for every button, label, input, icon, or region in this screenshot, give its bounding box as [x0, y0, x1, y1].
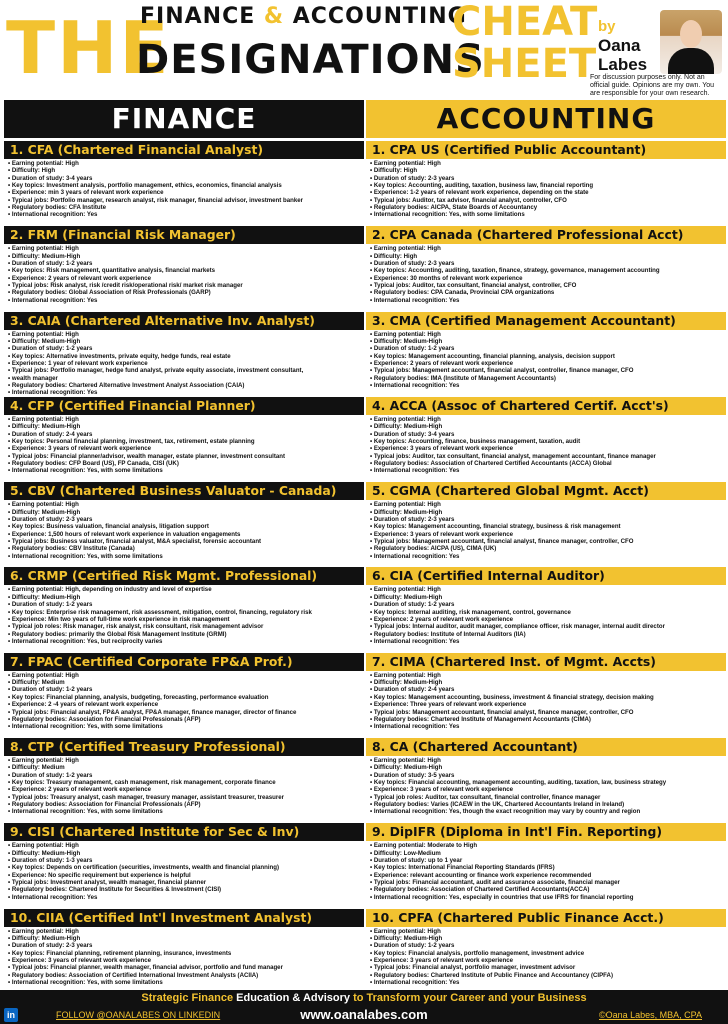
designation-details — [4, 756, 364, 816]
accounting-heading — [366, 100, 726, 138]
designation-details — [4, 244, 364, 304]
detail-bullet: • Duration of study: 2-3 years — [370, 175, 724, 182]
detail-bullet: • Regulatory bodies: Association of Chartered Certified Accountants(ACCA) — [370, 886, 724, 893]
detail-bullet: • Difficulty: Medium-High — [8, 850, 362, 857]
detail-bullet: • International recognition: Yes, with some limitations — [8, 808, 362, 815]
detail-bullet: • Duration of study: 2-3 years — [8, 516, 362, 523]
detail-bullet: • Duration of study: 1-2 years — [370, 942, 724, 949]
detail-bullet: • International recognition: Yes — [370, 382, 724, 389]
detail-bullet: • Typical jobs: Management accountant, financial analyst, controller, finance manager, CFO — [370, 367, 724, 374]
detail-bullet: • Regulatory bodies: CFA Institute — [8, 204, 362, 211]
detail-bullet: • Typical jobs: Financial analyst, FP&A analyst, FP&A manager, finance manager, director of finance — [8, 709, 362, 716]
detail-bullet: • Key topics: Financial accounting, management accounting, auditing, taxation, law, business strategy — [370, 779, 724, 786]
designation-title: 9. CISI (Chartered Institute for Sec & Inv) — [4, 823, 364, 841]
detail-bullet: • Typical jobs: Risk analyst, risk /credit risk/operational risk/ market risk manager — [8, 282, 362, 289]
designation-title: 6. CIA (Certified Internal Auditor) — [366, 567, 726, 585]
detail-bullet: • International recognition: Yes — [8, 297, 362, 304]
detail-bullet: • Duration of study: 1-3 years — [8, 857, 362, 864]
accounting-designation-4 — [366, 397, 726, 482]
designation-details — [4, 500, 364, 560]
detail-bullet: • Regulatory bodies: primarily the Global Risk Management Institute (GRMI) — [8, 631, 362, 638]
detail-bullet: • Typical job roles: Auditor, tax consultant, financial controller, finance manager — [370, 794, 724, 801]
detail-bullet: • Typical jobs: Management accountant, financial analyst, finance manager, controller, CFO — [370, 538, 724, 545]
title-finance: FINANCE — [140, 4, 264, 29]
detail-bullet: • Regulatory bodies: Association for Financial Professionals (AFP) — [8, 801, 362, 808]
detail-bullet: • Regulatory bodies: AICPA, State Boards of Accountancy — [370, 204, 724, 211]
detail-bullet: • Typical jobs: Portfolio manager, hedge fund analyst, private equity associate, investment consultant, — [8, 367, 362, 374]
detail-bullet: • Difficulty: Medium-High — [8, 509, 362, 516]
title-designations: DESIGNATIONS — [136, 37, 485, 83]
designation-details — [366, 585, 726, 645]
detail-bullet: • Key topics: Business valuation, financial analysis, litigation support — [8, 523, 362, 530]
header — [0, 0, 728, 96]
detail-bullet: • Earning potential: High — [370, 331, 724, 338]
detail-bullet: • Duration of study: 1-2 years — [370, 345, 724, 352]
detail-bullet: • Difficulty: High — [370, 253, 724, 260]
detail-bullet: • Regulatory bodies: CBV Institute (Canada) — [8, 545, 362, 552]
designation-title: 10. CPFA (Chartered Public Finance Acct.) — [366, 909, 726, 927]
detail-bullet: • International recognition: Yes — [8, 894, 362, 901]
tagline-part-2: Education & Advisory — [236, 992, 351, 1004]
finance-designation-3 — [4, 312, 364, 397]
designation-details — [366, 927, 726, 987]
detail-bullet: • International recognition: Yes, with some limitations — [8, 979, 362, 986]
detail-bullet: • Regulatory bodies: Association for Financial Professionals (AFP) — [8, 716, 362, 723]
detail-bullet: • Regulatory bodies: Association of Chartered Certified Accountants (ACCA) Global — [370, 460, 724, 467]
detail-bullet: • Earning potential: High — [8, 842, 362, 849]
detail-bullet: • Experience: 2 years of relevant work experience — [370, 616, 724, 623]
detail-bullet: • Key topics: Accounting, auditing, taxation, finance, strategy, governance, management accounting — [370, 267, 724, 274]
detail-bullet: • Duration of study: up to 1 year — [370, 857, 724, 864]
accounting-designation-2 — [366, 226, 726, 311]
designation-title: 7. CIMA (Chartered Inst. of Mgmt. Accts) — [366, 653, 726, 671]
detail-bullet: • Experience: 1 year of relevant work experience — [8, 360, 362, 367]
author-avatar — [660, 10, 722, 74]
accounting-designation-9 — [366, 823, 726, 908]
detail-bullet: • International recognition: Yes — [370, 638, 724, 645]
detail-bullet: • International recognition: Yes — [370, 467, 724, 474]
detail-bullet: • Regulatory bodies: Institute of Internal Auditors (IIA) — [370, 631, 724, 638]
detail-bullet: • Experience: 1-2 years of relevant work experience, depending on the state — [370, 189, 724, 196]
finance-designation-6 — [4, 567, 364, 652]
detail-bullet: • Difficulty: Medium — [8, 764, 362, 771]
title-accounting: ACCOUNTING — [284, 4, 467, 29]
detail-bullet: • Duration of study: 2-3 years — [370, 260, 724, 267]
detail-bullet: • Earning potential: Moderate to High — [370, 842, 724, 849]
detail-bullet: • Difficulty: Medium-High — [370, 594, 724, 601]
detail-bullet: • Duration of study: 1-2 years — [370, 601, 724, 608]
detail-bullet: • International recognition: Yes — [8, 211, 362, 218]
accounting-designation-8 — [366, 738, 726, 823]
tagline — [0, 990, 728, 1006]
title-sheet: SHEET — [452, 41, 597, 87]
detail-bullet: • Typical jobs: Management accountant, financial analyst, finance manager, controller, CFO — [370, 709, 724, 716]
detail-bullet: • International recognition: Yes, though the exact recognition may vary by country and region — [370, 808, 724, 815]
title-finance-accounting — [140, 4, 467, 29]
detail-bullet: • Earning potential: High — [8, 331, 362, 338]
detail-bullet: • Key topics: Personal financial planning, investment, tax, retirement, estate planning — [8, 438, 362, 445]
detail-bullet: • Key topics: Alternative investments, private equity, hedge funds, real estate — [8, 353, 362, 360]
accounting-designation-10 — [366, 909, 726, 994]
finance-heading-text: FINANCE — [111, 102, 257, 135]
detail-bullet: • Earning potential: High — [370, 416, 724, 423]
detail-bullet: • Difficulty: Medium-High — [8, 594, 362, 601]
designation-title: 8. CA (Chartered Accountant) — [366, 738, 726, 756]
detail-bullet: • Typical jobs: Portfolio manager, research analyst, risk manager, financial advisor, investment banker — [8, 197, 362, 204]
detail-bullet: • Regulatory bodies: Global Association of Risk Professionals (GARP) — [8, 289, 362, 296]
disclaimer: For discussion purposes only. Not an official guide. Opinions are my own. You are responsible for your own research. — [590, 74, 715, 97]
designation-details — [4, 330, 364, 397]
detail-bullet: • Difficulty: Medium-High — [8, 253, 362, 260]
designation-title: 5. CGMA (Chartered Global Mgmt. Acct) — [366, 482, 726, 500]
detail-bullet: • Earning potential: High — [8, 757, 362, 764]
detail-bullet: • Earning potential: High — [370, 160, 724, 167]
detail-bullet: • Experience: 3 years of relevant work experience — [370, 445, 724, 452]
detail-bullet: • Typical jobs: Treasury analyst, cash manager, treasury manager, assistant treasurer, treasurer — [8, 794, 362, 801]
detail-bullet: • Experience: Min two years of full-time work experience in risk management — [8, 616, 362, 623]
detail-bullet: • Difficulty: High — [370, 167, 724, 174]
detail-bullet: • Regulatory bodies: Chartered Alternative Investment Analyst Association (CAIA) — [8, 382, 362, 389]
detail-bullet: • Earning potential: High — [8, 245, 362, 252]
detail-bullet: • Regulatory bodies: Chartered Institute of Management Accountants (CIMA) — [370, 716, 724, 723]
detail-bullet: • Typical jobs: Financial planner, wealth manager, financial advisor, portfolio and fund manager — [8, 964, 362, 971]
designation-details — [4, 415, 364, 475]
title-cheat: CHEAT — [452, 0, 598, 45]
detail-bullet: • Experience: 2 years of relevant work experience — [8, 786, 362, 793]
tagline-part-1: Strategic Finance — [141, 992, 237, 1004]
detail-bullet: • Earning potential: High, depending on industry and level of expertise — [8, 586, 362, 593]
detail-bullet: • Earning potential: High — [8, 928, 362, 935]
follow-linkedin-link[interactable]: FOLLOW @OANALABES ON LINKEDIN — [56, 1010, 221, 1020]
detail-bullet: • wealth manager — [8, 375, 362, 382]
detail-bullet: • Key topics: Internal auditing, risk management, control, governance — [370, 609, 724, 616]
detail-bullet: • International recognition: Yes — [370, 297, 724, 304]
designation-details — [366, 671, 726, 731]
designation-details — [366, 330, 726, 390]
detail-bullet: • Difficulty: Medium-High — [370, 423, 724, 430]
detail-bullet: • Difficulty: Medium-High — [8, 338, 362, 345]
designation-title: 1. CFA (Chartered Financial Analyst) — [4, 141, 364, 159]
designation-title: 6. CRMP (Certified Risk Mgmt. Professional) — [4, 567, 364, 585]
detail-bullet: • Typical jobs: Auditor, tax consultant, financial analyst, management accountant, finance manager — [370, 453, 724, 460]
detail-bullet: • Experience: 30 months of relevant work experience — [370, 275, 724, 282]
designation-details — [366, 415, 726, 475]
detail-bullet: • Experience: 1,500 hours of relevant work experience in valuation engagements — [8, 531, 362, 538]
detail-bullet: • Earning potential: High — [8, 672, 362, 679]
designation-title: 4. CFP (Certified Financial Planner) — [4, 397, 364, 415]
designation-title: 2. FRM (Financial Risk Manager) — [4, 226, 364, 244]
designation-title: 3. CMA (Certified Management Accountant) — [366, 312, 726, 330]
finance-designation-7 — [4, 653, 364, 738]
detail-bullet: • Earning potential: High — [370, 928, 724, 935]
detail-bullet: • Experience: 2 -4 years of relevant work experience — [8, 701, 362, 708]
detail-bullet: • Earning potential: High — [8, 416, 362, 423]
designation-title: 8. CTP (Certified Treasury Professional) — [4, 738, 364, 756]
detail-bullet: • Difficulty: Medium-High — [370, 509, 724, 516]
finance-designation-1 — [4, 141, 364, 226]
author-name: Oana Labes — [598, 36, 648, 74]
detail-bullet: • Typical jobs: Financial planner/advisor, wealth manager, estate planner, investment consultant — [8, 453, 362, 460]
designation-details — [4, 841, 364, 901]
detail-bullet: • Experience: 3 years of relevant work experience — [8, 445, 362, 452]
detail-bullet: • Key topics: Accounting, auditing, taxation, business law, financial reporting — [370, 182, 724, 189]
detail-bullet: • Key topics: Management accounting, business, investment & financial strategy, decision making — [370, 694, 724, 701]
designation-title: 5. CBV (Chartered Business Valuator - Canada) — [4, 482, 364, 500]
detail-bullet: • Duration of study: 3-5 years — [370, 772, 724, 779]
detail-bullet: • Key topics: Management accounting, financial strategy, business & risk management — [370, 523, 724, 530]
detail-bullet: • Regulatory bodies: CPA Canada, Provincial CPA organizations — [370, 289, 724, 296]
detail-bullet: • Regulatory bodies: Varies (ICAEW in the UK, Chartered Accountants Ireland in Ireland) — [370, 801, 724, 808]
finance-designation-5 — [4, 482, 364, 567]
website-link[interactable]: www.oanalabes.com — [300, 1007, 428, 1022]
detail-bullet: • Experience: 3 years of relevant work experience — [370, 786, 724, 793]
accounting-designation-7 — [366, 653, 726, 738]
finance-heading — [4, 100, 364, 138]
detail-bullet: • Duration of study: 1-2 years — [8, 772, 362, 779]
detail-bullet: • International recognition: Yes — [370, 979, 724, 986]
detail-bullet: • Key topics: Risk management, quantitative analysis, financial markets — [8, 267, 362, 274]
detail-bullet: • Duration of study: 2-3 years — [8, 942, 362, 949]
detail-bullet: • Experience: 3 years of relevant work experience — [370, 957, 724, 964]
detail-bullet: • International recognition: Yes — [370, 723, 724, 730]
detail-bullet: • Difficulty: Medium-High — [370, 338, 724, 345]
accounting-designation-6 — [366, 567, 726, 652]
detail-bullet: • Regulatory bodies: IMA (Institute of Management Accountants) — [370, 375, 724, 382]
detail-bullet: • International recognition: Yes, but reciprocity varies — [8, 638, 362, 645]
designation-details — [366, 756, 726, 816]
designation-details — [366, 244, 726, 304]
by-label: by — [598, 18, 616, 35]
finance-designation-4 — [4, 397, 364, 482]
detail-bullet: • Difficulty: Medium-High — [8, 423, 362, 430]
detail-bullet: • International recognition: Yes — [370, 553, 724, 560]
detail-bullet: • Duration of study: 1-2 years — [8, 260, 362, 267]
detail-bullet: • Key topics: Enterprise risk management, risk assessment, mitigation, control, financing, regulatory risk — [8, 609, 362, 616]
detail-bullet: • Typical jobs: Financial accountant, audit and assurance associate, financial manager — [370, 879, 724, 886]
accounting-designation-3 — [366, 312, 726, 397]
designation-title: 10. CIIA (Certified Int'l Investment Analyst) — [4, 909, 364, 927]
title-the: THE — [6, 6, 171, 90]
detail-bullet: • Experience: Three years of relevant work experience — [370, 701, 724, 708]
detail-bullet: • Experience: relevant accounting or finance work experience recommended — [370, 872, 724, 879]
detail-bullet: • International recognition: Yes, with some limitations — [8, 553, 362, 560]
avatar-body — [668, 48, 714, 74]
designation-title: 2. CPA Canada (Chartered Professional Acct) — [366, 226, 726, 244]
detail-bullet: • Typical jobs: Financial analyst, portfolio manager, investment advisor — [370, 964, 724, 971]
detail-bullet: • Experience: min 3 years of relevant work experience — [8, 189, 362, 196]
detail-bullet: • Regulatory bodies: CFP Board (US), FP Canada, CISI (UK) — [8, 460, 362, 467]
detail-bullet: • Earning potential: High — [370, 672, 724, 679]
detail-bullet: • Duration of study: 1-2 years — [8, 345, 362, 352]
detail-bullet: • International recognition: Yes, especially in countries that use IFRS for financial reporting — [370, 894, 724, 901]
detail-bullet: • Typical jobs: Business valuator, financial analyst, M&A specialist, forensic accountant — [8, 538, 362, 545]
detail-bullet: • Experience: 2 years of relevant work experience — [8, 275, 362, 282]
detail-bullet: • International recognition: Yes, with some limitations — [8, 723, 362, 730]
detail-bullet: • Experience: No specific requirement but experience is helpful — [8, 872, 362, 879]
detail-bullet: • Key topics: Financial planning, analysis, budgeting, forecasting, performance evaluation — [8, 694, 362, 701]
detail-bullet: • Regulatory bodies: Chartered Institute for Securities & Investment (CISI) — [8, 886, 362, 893]
detail-bullet: • Typical jobs: Auditor, tax advisor, financial analyst, controller, CFO — [370, 197, 724, 204]
detail-bullet: • Difficulty: High — [8, 167, 362, 174]
designation-details — [366, 159, 726, 219]
detail-bullet: • Difficulty: Medium — [8, 679, 362, 686]
designation-details — [4, 927, 364, 987]
detail-bullet: • Difficulty: Low-Medium — [370, 850, 724, 857]
detail-bullet: • Typical jobs: Investment analyst, wealth manager, financial planner — [8, 879, 362, 886]
detail-bullet: • Regulatory bodies: AICPA (US), CIMA (UK) — [370, 545, 724, 552]
designation-details — [366, 500, 726, 560]
detail-bullet: • Key topics: Investment analysis, portfolio management, ethics, economics, financial analysis — [8, 182, 362, 189]
designation-title: 4. ACCA (Assoc of Chartered Certif. Acct's) — [366, 397, 726, 415]
accounting-column — [366, 141, 726, 994]
detail-bullet: • Key topics: Financial analysis, portfolio management, investment advice — [370, 950, 724, 957]
detail-bullet: • Duration of study: 2-3 years — [370, 516, 724, 523]
designation-details — [366, 841, 726, 901]
designation-details — [4, 159, 364, 219]
accounting-heading-text: ACCOUNTING — [436, 102, 656, 135]
detail-bullet: • Regulatory bodies: Association of Certified International Investment Analysts (ACIIA) — [8, 972, 362, 979]
designation-title: 1. CPA US (Certified Public Accountant) — [366, 141, 726, 159]
copyright-link[interactable]: ©Oana Labes, MBA, CPA — [598, 1010, 702, 1020]
finance-designation-2 — [4, 226, 364, 311]
accounting-designation-1 — [366, 141, 726, 226]
detail-bullet: • Typical jobs: Auditor, tax consultant, financial analyst, controller, CFO — [370, 282, 724, 289]
linkedin-icon[interactable]: in — [4, 1008, 18, 1022]
detail-bullet: • Duration of study: 3-4 years — [8, 175, 362, 182]
detail-bullet: • Key topics: Treasury management, cash management, risk management, corporate finance — [8, 779, 362, 786]
title-ampersand: & — [263, 4, 285, 29]
detail-bullet: • Experience: 3 years of relevant work experience — [8, 957, 362, 964]
designation-details — [4, 671, 364, 731]
detail-bullet: • Difficulty: Medium-High — [8, 935, 362, 942]
detail-bullet: • International recognition: Yes, with some limitations — [8, 467, 362, 474]
detail-bullet: • Difficulty: Medium-High — [370, 935, 724, 942]
detail-bullet: • International recognition: Yes, with some limitations — [370, 211, 724, 218]
detail-bullet: • Key topics: International Financial Reporting Standards (IFRS) — [370, 864, 724, 871]
designation-title: 7. FPAC (Certified Corporate FP&A Prof.) — [4, 653, 364, 671]
finance-designation-9 — [4, 823, 364, 908]
detail-bullet: • Earning potential: High — [8, 501, 362, 508]
accounting-designation-5 — [366, 482, 726, 567]
detail-bullet: • Earning potential: High — [370, 501, 724, 508]
detail-bullet: • Difficulty: Medium-High — [370, 679, 724, 686]
detail-bullet: • Duration of study: 2-4 years — [370, 686, 724, 693]
detail-bullet: • Regulatory bodies: Chartered Institute of Public Finance and Accountancy (CIPFA) — [370, 972, 724, 979]
detail-bullet: • Experience: 2 years of relevant work experience — [370, 360, 724, 367]
finance-designation-8 — [4, 738, 364, 823]
detail-bullet: • Earning potential: High — [370, 245, 724, 252]
finance-designation-10 — [4, 909, 364, 994]
detail-bullet: • Duration of study: 1-2 years — [8, 601, 362, 608]
detail-bullet: • Experience: 3 years of relevant work experience — [370, 531, 724, 538]
detail-bullet: • Difficulty: Medium-High — [370, 764, 724, 771]
detail-bullet: • Typical jobs: Internal auditor, audit manager, compliance officer, risk manager, internal audit director — [370, 623, 724, 630]
tagline-part-3: to Transform your Career and your Business — [350, 992, 587, 1004]
designation-title: 3. CAIA (Chartered Alternative Inv. Analyst) — [4, 312, 364, 330]
detail-bullet: • Key topics: Financial planning, retirement planning, insurance, investments — [8, 950, 362, 957]
detail-bullet: • Earning potential: High — [370, 586, 724, 593]
detail-bullet: • Typical job roles: Risk manager, risk analyst, risk consultant, risk management advisor — [8, 623, 362, 630]
detail-bullet: • Key topics: Depends on certification (securities, investments, wealth and financial planning) — [8, 864, 362, 871]
footer — [0, 990, 728, 1024]
detail-bullet: • Duration of study: 1-2 years — [8, 686, 362, 693]
detail-bullet: • Earning potential: High — [370, 757, 724, 764]
avatar-face — [680, 20, 702, 48]
detail-bullet: • Key topics: Management accounting, financial planning, analysis, decision support — [370, 353, 724, 360]
detail-bullet: • International recognition: Yes — [8, 389, 362, 396]
designation-title: 9. DipIFR (Diploma in Int'l Fin. Reporting) — [366, 823, 726, 841]
detail-bullet: • Key topics: Accounting, finance, business management, taxation, audit — [370, 438, 724, 445]
detail-bullet: • Duration of study: 2-4 years — [8, 431, 362, 438]
detail-bullet: • Duration of study: 3-4 years — [370, 431, 724, 438]
finance-column — [4, 141, 364, 994]
designation-details — [4, 585, 364, 645]
detail-bullet: • Earning potential: High — [8, 160, 362, 167]
